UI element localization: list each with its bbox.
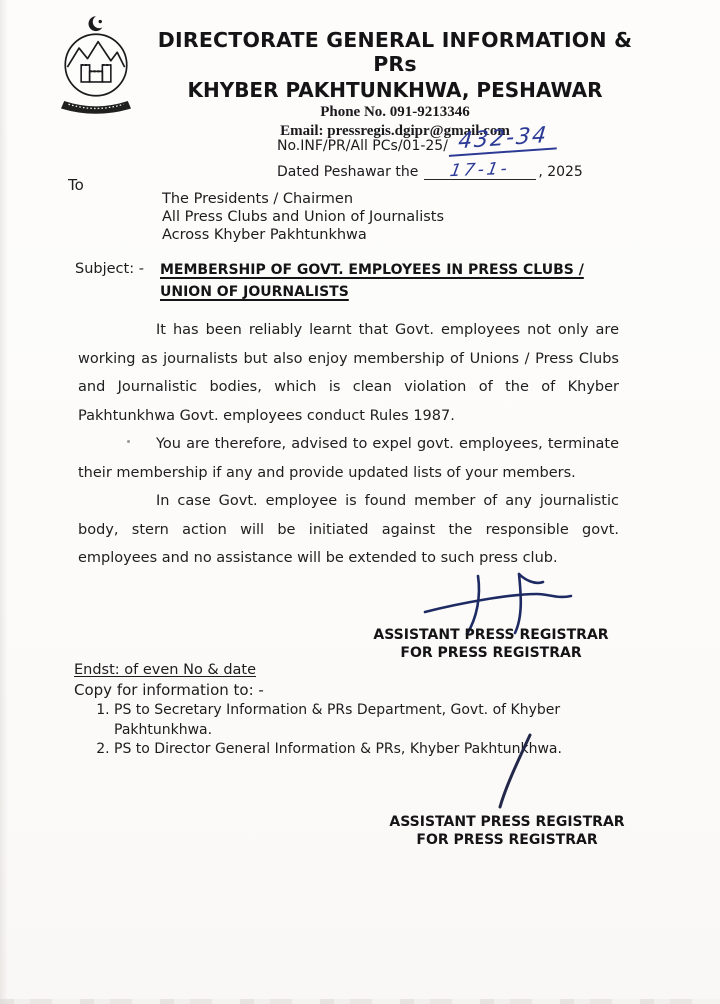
reference-block	[277, 122, 583, 182]
body-paragraph: It has been reliably learnt that Govt. employees not only are working as journalists but also enjoy membership of Unions / Press Clubs and Journalistic bodies, which is clean violation of the of Khyber Pakhtunkhwa Govt. employees conduct Rules 1987.	[78, 322, 619, 424]
date-blank-line	[424, 158, 536, 182]
endorsement-heading: Endst: of even No & date	[74, 662, 257, 678]
signature-block-top	[363, 570, 619, 662]
date-handwritten: 17-1-	[448, 158, 513, 182]
addressee-block	[162, 190, 444, 244]
copy-for-information-line: Copy for information to: -	[74, 681, 264, 699]
salutation: To	[68, 176, 84, 194]
reference-number-handwritten: 432-34	[449, 125, 559, 157]
scan-artifact-dot	[127, 440, 130, 443]
scan-edge-shade	[0, 0, 8, 1004]
body-paragraph: You are therefore, advised to expel govt. employees, terminate their membership if any and provide updated lists of your members.	[78, 436, 619, 481]
banner-ribbon	[61, 101, 131, 114]
org-name-line2: KHYBER PAKHTUNKHWA, PESHAWAR	[187, 78, 603, 102]
addressee-line: Across Khyber Pakhtunkhwa	[162, 227, 367, 243]
copy-recipient: 2. PS to Director General Information & PRs, Khyber Pakhtunkhwa.	[114, 740, 634, 760]
signatory-for: FOR PRESS REGISTRAR	[400, 645, 582, 661]
signatory-for: FOR PRESS REGISTRAR	[416, 832, 598, 848]
crescent-star	[89, 16, 103, 31]
emblem-circle	[65, 34, 126, 95]
signatory-title: ASSISTANT PRESS REGISTRAR	[373, 627, 609, 643]
date-row	[277, 158, 583, 180]
crest-icon	[42, 12, 150, 118]
body-paragraph: In case Govt. employee is found member of any journalistic body, stern action will be initiated against the responsible govt. employees and no assistance will be extended to such press club.	[78, 493, 619, 566]
addressee-line: All Press Clubs and Union of Journalists	[162, 209, 445, 225]
letterhead	[150, 28, 640, 140]
copy-recipient: 1. PS to Secretary Information & PRs Department, Govt. of Khyber Pakhtunkhwa.	[114, 701, 634, 740]
date-year: , 2025	[538, 164, 583, 180]
org-name-line1: DIRECTORATE GENERAL INFORMATION & PRs	[157, 28, 633, 76]
letter-body	[78, 316, 619, 573]
reference-number-label: No.INF/PR/All PCs/01-25/	[277, 138, 448, 154]
date-label: Dated Peshawar the	[277, 164, 419, 180]
signature-slash-icon	[472, 731, 542, 811]
subject-text: MEMBERSHIP OF GOVT. EMPLOYEES IN PRESS CLUBS / UNION OF JOURNALISTS	[160, 262, 584, 300]
khyber-pakhtunkhwa-crest-logo	[42, 12, 150, 118]
scan-bottom-edge	[0, 999, 720, 1004]
signature-block-bottom	[388, 731, 626, 849]
email-line: Email: pressregis.dgipr@gmail.com	[280, 123, 510, 139]
addressee-line: The Presidents / Chairmen	[162, 191, 354, 207]
reference-number-row	[277, 122, 583, 155]
phone-line: Phone No. 091-9213346	[320, 104, 470, 120]
subject-label: Subject: -	[75, 261, 144, 277]
signatory-title: ASSISTANT PRESS REGISTRAR	[389, 814, 625, 830]
